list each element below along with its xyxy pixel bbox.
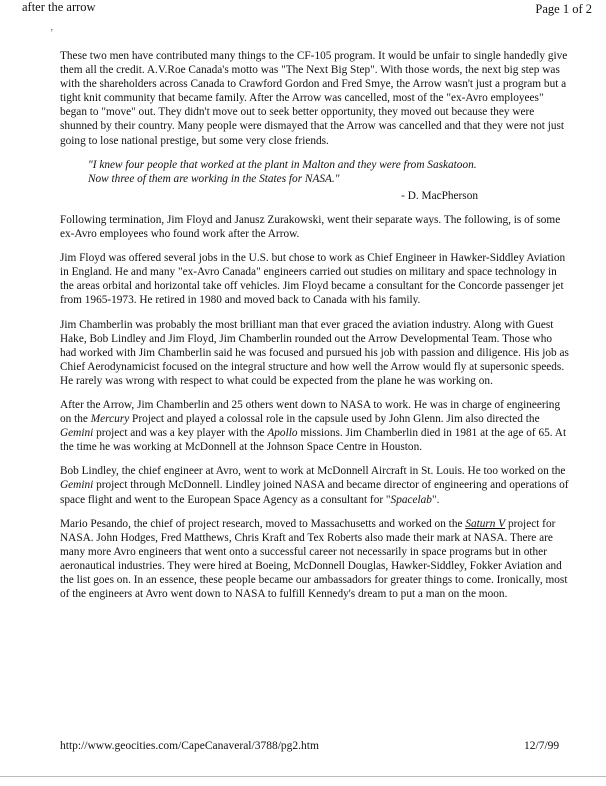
quote-line: Now three of them are working in the States for NASA." xyxy=(88,172,340,185)
footer-date: 12/7/99 xyxy=(524,740,560,752)
gemini-title: Gemini xyxy=(60,479,94,492)
scan-mark: ’ xyxy=(50,28,54,39)
text-run: Mario Pesando, the chief of project research, moved to Massachusetts and worked on the xyxy=(60,517,466,530)
page-header-title: after the arrow xyxy=(22,0,96,14)
paragraph-jim-floyd: Jim Floyd was offered several jobs in the U.S. but chose to work as Chief Engineer in Hawker-Siddley Aviation in England. He and many "ex-Avro Canada" engineers carried out studies on military and space technology in the areas orbital and horizontal take off vehicles. Jim Floyd became a consultant for the Concorde passenger jet from 1965-1973. He retired in 1980 and moved back to Canada with his family. xyxy=(60,252,566,307)
text-run: ". xyxy=(431,493,440,506)
text-run: project and was a key player with the xyxy=(93,427,268,440)
quote-block xyxy=(88,158,570,203)
article-body xyxy=(60,49,570,611)
gemini-title: Gemini xyxy=(60,427,94,440)
text-run: After the Arrow, Jim Chamberlin and 25 others went down to NASA to work. He was in charge of engineering on the xyxy=(60,398,561,426)
paragraph-bob-lindley xyxy=(60,464,570,506)
apollo-title: Apollo xyxy=(267,427,298,440)
quote-line: "I knew four people that worked at the plant in Malton and they were from Saskatoon. xyxy=(88,158,477,171)
paragraph-nasa xyxy=(60,398,570,454)
text-run: project for NASA. John Hodges, Fred Matthews, Chris Kraft and Tex Roberts also made their mark at NASA. There are many more Avro engineers that went onto a successful career not necessarily in space programs but in other aeronautical industries. They were hired at Boeing, McDonnell Douglas, Hawker-Siddley, Fokker Aviation and the list goes on. In an essence, these people became our ambassadors for greater things to come. Ironically, most of the engineers at Avro went down to NASA to fulfill Kennedy's dream to put a man on the moon. xyxy=(60,517,568,601)
mercury-title: Mercury xyxy=(90,413,130,426)
paragraph-mario-pesando xyxy=(60,517,570,602)
page-number: Page 1 of 2 xyxy=(535,2,592,16)
saturn-v-title: Saturn V xyxy=(465,517,506,530)
paragraph-termination: Following termination, Jim Floyd and Janusz Zurakowski, went their separate ways. The following, is of some ex-Avro employees who found work after the Arrow. xyxy=(60,213,561,241)
footer-url: http://www.geocities.com/CapeCanaveral/3788/pg2.htm xyxy=(60,740,319,752)
paragraph-intro: These two men have contributed many things to the CF-105 program. It would be unfair to single handedly give them all the credit. A.V.Roe Canada's motto was "The Next Big Step". With those words, the next big step was with the shareholders across Canada to Crawford Gordon and Fred Smye, the Arrow wasn't just a program but a tight knit community that became family. After the Arrow was cancelled, most of the "ex-Avro employees" began to "move" out. They didn't move out to seek better opportunity, they moved out because they were shunned by their country. Many people were dismayed that the Arrow was cancelled and that they were not just going to lose national prestige, but some very close friends. xyxy=(60,50,568,147)
text-run: Project and played a colossal role in the capsule used by John Glenn. Jim also directed the xyxy=(129,413,540,426)
text-run: project through McDonnell. Lindley joined NASA and became director of engineering and operations of space flight and went to the European Space Agency as a consultant for " xyxy=(60,479,569,506)
text-run: Bob Lindley, the chief engineer at Avro, went to work at McDonnell Aircraft in St. Louis. He too worked on the xyxy=(60,465,566,478)
paragraph-jim-chamberlin: Jim Chamberlin was probably the most brilliant man that ever graced the aviation industry. Along with Guest Hake, Bob Lindley and Jim Floyd, Jim Chamberlin rounded out the Arrow Developmental Team. Those who had worked with Jim Chamberlin said he was focused and pursued his job with passion and diligence. His job as Chief Aerodynamicist focused on the integral structure and how well the Arrow would fly at supersonic speeds. He rarely was wrong with respect to what could be expected from the plane he was working on. xyxy=(60,318,569,387)
spacelab-title: Spacelab xyxy=(390,493,432,506)
text-run: missions. Jim Chamberlin died in 1981 at the age of 65. At the time he was working at McDonnell at the Johnson Space Centre in Houston. xyxy=(60,427,567,454)
quote-attribution: - D. MacPherson xyxy=(401,189,478,202)
bottom-divider xyxy=(0,776,606,777)
